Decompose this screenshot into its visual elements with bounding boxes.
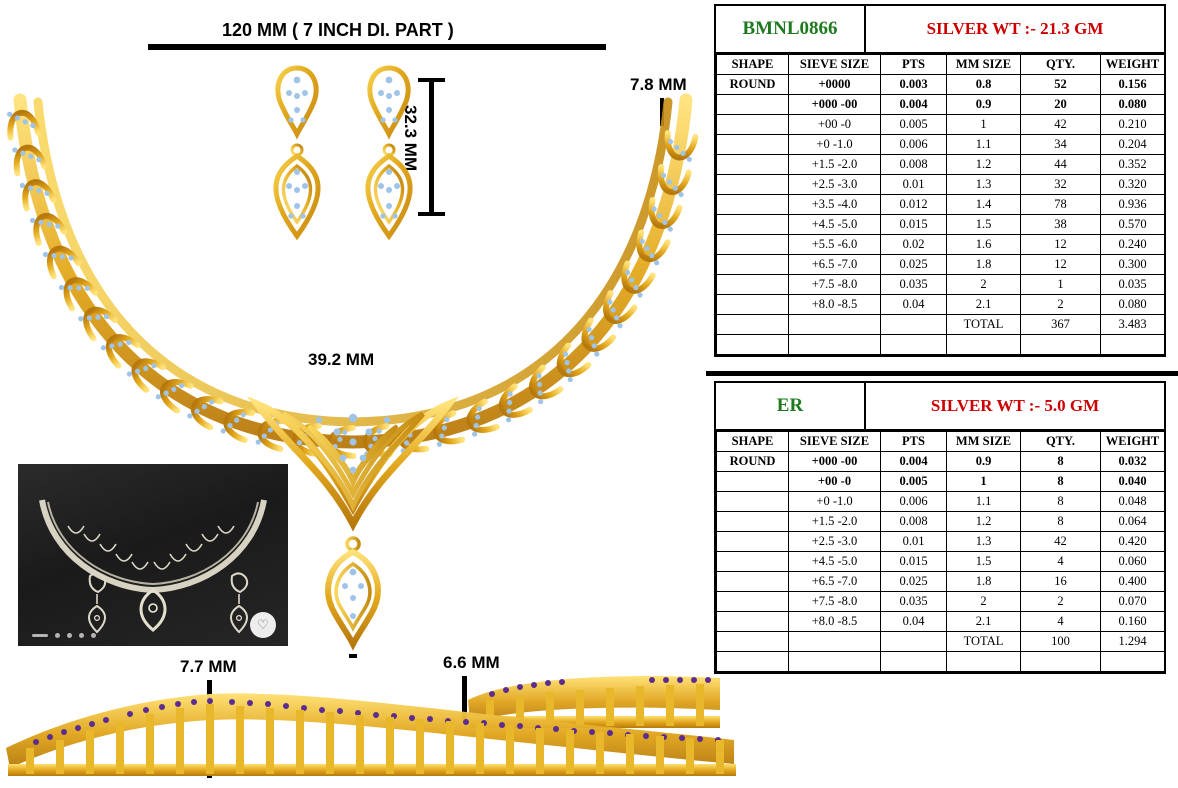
cell-weight: 0.156 (1101, 75, 1165, 95)
cell-shape (717, 235, 789, 255)
cell-pts: 0.025 (881, 572, 947, 592)
cell-qty: 20 (1021, 95, 1101, 115)
cell-qty: 42 (1021, 532, 1101, 552)
carousel-dot-active[interactable] (32, 634, 48, 637)
cell-sieve: +8.0 -8.5 (789, 612, 881, 632)
cell-mm: 1.6 (947, 235, 1021, 255)
cell-mm: 2 (947, 275, 1021, 295)
cell-shape (717, 492, 789, 512)
cell-sieve (789, 632, 881, 652)
cell-qty: 44 (1021, 155, 1101, 175)
design-code-er: ER (716, 383, 866, 429)
cell-sieve: +00 -0 (789, 115, 881, 135)
cell-total-label: TOTAL (947, 315, 1021, 335)
cell-mm: 1 (947, 472, 1021, 492)
col-sieve-size: SIEVE SIZE (789, 432, 881, 452)
carousel-dot[interactable] (91, 633, 96, 638)
col-qty: QTY. (1021, 432, 1101, 452)
cell-shape: ROUND (717, 452, 789, 472)
cell-pts: 0.01 (881, 175, 947, 195)
cell-total-weight: 3.483 (1101, 315, 1165, 335)
cell-pts: 0.035 (881, 275, 947, 295)
side-left-label: 7.7 MM (180, 657, 237, 676)
cell-pts: 0.015 (881, 215, 947, 235)
col-weight: WEIGHT (1101, 432, 1165, 452)
cell-qty: 12 (1021, 235, 1101, 255)
table-row (717, 592, 1165, 612)
cell-mm: 1.8 (947, 572, 1021, 592)
cell-mm: 0.9 (947, 95, 1021, 115)
table-row (717, 532, 1165, 552)
cell-mm: 1.1 (947, 135, 1021, 155)
cell-shape (717, 552, 789, 572)
col-shape: SHAPE (717, 55, 789, 75)
design-code: BMNL0866 (716, 6, 866, 52)
earring-height-label: 32.3 MM (401, 105, 420, 172)
side-right-label: 6.6 MM (443, 653, 500, 672)
cell-mm (947, 652, 1021, 672)
cell-pts (881, 315, 947, 335)
cell-sieve: +8.0 -8.5 (789, 295, 881, 315)
cell-pts: 0.008 (881, 155, 947, 175)
table-row (717, 572, 1165, 592)
side-profile-drawing (0, 660, 740, 788)
col-shape: SHAPE (717, 432, 789, 452)
col-mm-size: MM SIZE (947, 432, 1021, 452)
cell-weight (1101, 652, 1165, 672)
table-row-total (717, 632, 1165, 652)
cell-mm: 1.5 (947, 552, 1021, 572)
cell-shape (717, 632, 789, 652)
cell-weight: 0.035 (1101, 275, 1165, 295)
cell-qty: 8 (1021, 452, 1101, 472)
cell-pts: 0.008 (881, 512, 947, 532)
strip-width-label: 7.8 MM (630, 75, 687, 94)
cell-mm: 1.1 (947, 492, 1021, 512)
col-qty: QTY. (1021, 55, 1101, 75)
cell-shape (717, 295, 789, 315)
cell-shape (717, 275, 789, 295)
cell-qty: 4 (1021, 552, 1101, 572)
cell-shape (717, 472, 789, 492)
cell-weight: 0.420 (1101, 532, 1165, 552)
table-row (717, 512, 1165, 532)
cell-shape (717, 512, 789, 532)
cell-shape: ROUND (717, 75, 789, 95)
cell-shape (717, 115, 789, 135)
col-sieve-size: SIEVE SIZE (789, 55, 881, 75)
cell-weight: 0.210 (1101, 115, 1165, 135)
table-row (717, 472, 1165, 492)
cell-qty: 4 (1021, 612, 1101, 632)
carousel-dot[interactable] (55, 633, 60, 638)
cell-sieve: +0 -1.0 (789, 135, 881, 155)
cell-total-qty: 367 (1021, 315, 1101, 335)
table-row (717, 215, 1165, 235)
cell-mm: 1.3 (947, 175, 1021, 195)
cell-shape (717, 155, 789, 175)
cell-weight: 0.080 (1101, 295, 1165, 315)
carousel-dots[interactable] (32, 633, 96, 638)
cell-shape (717, 135, 789, 155)
center-pendant-label: 39.2 MM (308, 350, 375, 369)
cell-shape (717, 612, 789, 632)
table-row-header (717, 432, 1165, 452)
top-width-label: 120 MM ( 7 INCH DI. PART ) (222, 20, 454, 40)
cell-sieve: +1.5 -2.0 (789, 155, 881, 175)
cell-sieve: +7.5 -8.0 (789, 592, 881, 612)
cell-shape (717, 175, 789, 195)
cell-weight: 0.032 (1101, 452, 1165, 472)
cell-qty: 8 (1021, 472, 1101, 492)
cell-shape (717, 195, 789, 215)
cell-qty: 52 (1021, 75, 1101, 95)
cell-sieve (789, 315, 881, 335)
cell-pts: 0.003 (881, 75, 947, 95)
cell-mm: 1.3 (947, 532, 1021, 552)
table-row (717, 175, 1165, 195)
cell-pts: 0.005 (881, 115, 947, 135)
cell-sieve: +00 -0 (789, 472, 881, 492)
cell-weight: 0.070 (1101, 592, 1165, 612)
cell-pts: 0.006 (881, 135, 947, 155)
cell-weight: 0.204 (1101, 135, 1165, 155)
cell-pts: 0.01 (881, 532, 947, 552)
cell-shape (717, 255, 789, 275)
cell-shape (717, 215, 789, 235)
table-row (717, 195, 1165, 215)
necklace-stone-table (714, 4, 1166, 357)
cell-qty: 16 (1021, 572, 1101, 592)
cell-qty: 12 (1021, 255, 1101, 275)
table-row-total (717, 315, 1165, 335)
cell-sieve: +1.5 -2.0 (789, 512, 881, 532)
cell-sieve: +6.5 -7.0 (789, 572, 881, 592)
cell-weight (1101, 335, 1165, 355)
table-1-grid (716, 54, 1165, 355)
carousel-dot[interactable] (79, 633, 84, 638)
cell-mm: 2.1 (947, 612, 1021, 632)
cell-pts (881, 652, 947, 672)
table-row (717, 135, 1165, 155)
cell-mm: 1 (947, 115, 1021, 135)
cell-sieve: +2.5 -3.0 (789, 532, 881, 552)
table-row (717, 295, 1165, 315)
cell-qty: 2 (1021, 295, 1101, 315)
table-row (717, 612, 1165, 632)
cell-shape (717, 335, 789, 355)
reference-photo[interactable] (18, 464, 288, 646)
cell-pts: 0.006 (881, 492, 947, 512)
table-row (717, 115, 1165, 135)
cell-weight: 0.240 (1101, 235, 1165, 255)
cell-pts: 0.005 (881, 472, 947, 492)
cell-weight: 0.352 (1101, 155, 1165, 175)
carousel-dot[interactable] (67, 633, 72, 638)
cell-qty: 34 (1021, 135, 1101, 155)
table-row-header (717, 55, 1165, 75)
cell-mm: 2.1 (947, 295, 1021, 315)
col-pts: PTS (881, 55, 947, 75)
top-width-rule (148, 44, 606, 50)
cell-qty: 8 (1021, 492, 1101, 512)
cell-total-qty: 100 (1021, 632, 1101, 652)
cell-qty: 38 (1021, 215, 1101, 235)
cell-weight: 0.160 (1101, 612, 1165, 632)
table-row-empty (717, 335, 1165, 355)
silver-weight-er: SILVER WT :- 5.0 GM (930, 396, 1100, 415)
cell-pts (881, 335, 947, 355)
cell-pts: 0.035 (881, 592, 947, 612)
cell-qty: 32 (1021, 175, 1101, 195)
cell-pts: 0.025 (881, 255, 947, 275)
cell-mm: 1.4 (947, 195, 1021, 215)
col-mm-size: MM SIZE (947, 55, 1021, 75)
table-1-header (716, 6, 1164, 54)
table-row (717, 95, 1165, 115)
heart-icon[interactable]: ♡ (250, 612, 276, 638)
cell-shape (717, 95, 789, 115)
cell-shape (717, 592, 789, 612)
photo-necklace-render (18, 464, 288, 646)
cell-weight: 0.320 (1101, 175, 1165, 195)
table-row (717, 255, 1165, 275)
cell-total-weight: 1.294 (1101, 632, 1165, 652)
cell-pts: 0.004 (881, 95, 947, 115)
cell-sieve (789, 652, 881, 672)
cell-total-label: TOTAL (947, 632, 1021, 652)
table-divider (706, 371, 1178, 376)
cell-sieve: +4.5 -5.0 (789, 215, 881, 235)
table-row (717, 75, 1165, 95)
cell-pts: 0.015 (881, 552, 947, 572)
cell-mm: 1.8 (947, 255, 1021, 275)
cell-weight: 0.080 (1101, 95, 1165, 115)
cell-sieve: +5.5 -6.0 (789, 235, 881, 255)
cell-qty: 1 (1021, 275, 1101, 295)
cell-mm: 0.8 (947, 75, 1021, 95)
table-row (717, 452, 1165, 472)
table-row (717, 275, 1165, 295)
cell-weight: 0.060 (1101, 552, 1165, 572)
table-row (717, 235, 1165, 255)
cell-mm: 1.2 (947, 155, 1021, 175)
cell-sieve: +000 -00 (789, 95, 881, 115)
cell-pts (881, 632, 947, 652)
cell-sieve: +0000 (789, 75, 881, 95)
cell-sieve: +6.5 -7.0 (789, 255, 881, 275)
cell-weight: 0.064 (1101, 512, 1165, 532)
silver-weight: SILVER WT :- 21.3 GM (926, 19, 1104, 38)
col-pts: PTS (881, 432, 947, 452)
cell-sieve: +7.5 -8.0 (789, 275, 881, 295)
cell-shape (717, 532, 789, 552)
cell-mm: 0.9 (947, 452, 1021, 472)
cell-pts: 0.004 (881, 452, 947, 472)
table-row (717, 492, 1165, 512)
cell-shape (717, 652, 789, 672)
cell-qty: 78 (1021, 195, 1101, 215)
cell-pts: 0.04 (881, 612, 947, 632)
cell-sieve: +3.5 -4.0 (789, 195, 881, 215)
table-row (717, 552, 1165, 572)
table-2-header (716, 383, 1164, 431)
cell-weight: 0.936 (1101, 195, 1165, 215)
col-weight: WEIGHT (1101, 55, 1165, 75)
cell-mm: 2 (947, 592, 1021, 612)
cell-weight: 0.300 (1101, 255, 1165, 275)
table-row (717, 155, 1165, 175)
cell-weight: 0.400 (1101, 572, 1165, 592)
cell-qty (1021, 652, 1101, 672)
cell-mm: 1.2 (947, 512, 1021, 532)
table-row-empty (717, 652, 1165, 672)
cell-pts: 0.04 (881, 295, 947, 315)
cell-pts: 0.012 (881, 195, 947, 215)
cell-sieve: +4.5 -5.0 (789, 552, 881, 572)
cell-weight: 0.570 (1101, 215, 1165, 235)
cell-sieve: +000 -00 (789, 452, 881, 472)
cell-qty: 2 (1021, 592, 1101, 612)
cell-qty (1021, 335, 1101, 355)
cell-qty: 42 (1021, 115, 1101, 135)
cell-shape (717, 572, 789, 592)
cell-sieve (789, 335, 881, 355)
cell-sieve: +0 -1.0 (789, 492, 881, 512)
cell-shape (717, 315, 789, 335)
table-2-grid (716, 431, 1165, 672)
cell-weight: 0.048 (1101, 492, 1165, 512)
earring-stone-table (714, 381, 1166, 674)
cell-weight: 0.040 (1101, 472, 1165, 492)
cell-sieve: +2.5 -3.0 (789, 175, 881, 195)
cell-qty: 8 (1021, 512, 1101, 532)
cell-mm (947, 335, 1021, 355)
cell-pts: 0.02 (881, 235, 947, 255)
cell-mm: 1.5 (947, 215, 1021, 235)
